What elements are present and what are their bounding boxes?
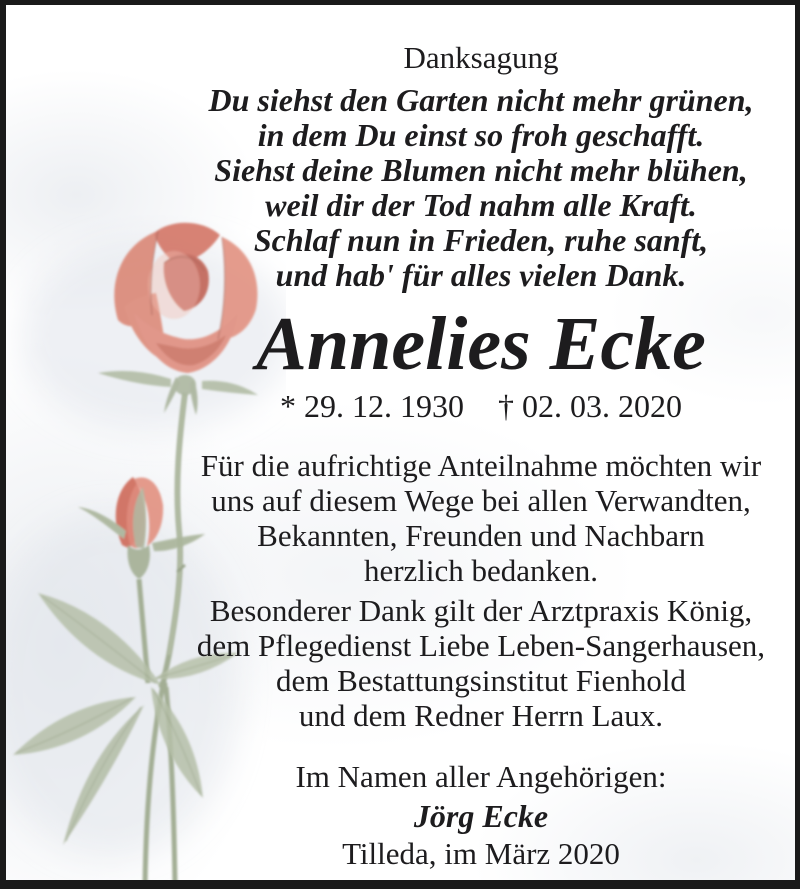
poem-line: weil dir der Tod nahm alle Kraft. [265, 187, 697, 223]
born-star-symbol: * [280, 388, 296, 424]
closing-line: Im Namen aller Angehörigen: [295, 759, 667, 794]
special-thanks-line: Besonderer Dank gilt der Arztpraxis König, [209, 593, 753, 628]
deceased-name: Annelies Ecke [256, 302, 706, 386]
death-date: 02. 03. 2020 [522, 388, 682, 424]
poem-line: und hab' für alles vielen Dank. [275, 257, 687, 293]
life-dates [156, 388, 800, 424]
thanks-line: Für die aufrichtige Anteilnahme möchten wir [200, 448, 762, 483]
poem-line: Du siehst den Garten nicht mehr grünen, [208, 82, 754, 118]
poem-line: in dem Du einst so froh geschafft. [257, 117, 705, 153]
special-thanks-line: dem Bestattungsinstitut Fienhold [276, 663, 686, 698]
notice-text-block [156, 5, 800, 871]
condolence-poem [156, 83, 800, 293]
thanks-line: Bekannten, Freunden und Nachbarn [257, 518, 705, 553]
birth-date: 29. 12. 1930 [304, 388, 464, 424]
notice-type-heading: Danksagung [403, 40, 559, 75]
special-thanks-line: dem Pflegedienst Liebe Leben-Sangerhausen, [196, 628, 766, 663]
place-and-date: Tilleda, im März 2020 [342, 836, 620, 871]
poem-line: Schlaf nun in Frieden, ruhe sanft, [253, 222, 709, 258]
poem-line: Siehst deine Blumen nicht mehr blühen, [214, 152, 748, 188]
thanks-line: uns auf diesem Wege bei allen Verwandten, [211, 483, 751, 518]
signatory-name: Jörg Ecke [413, 798, 549, 834]
birth-date-group [280, 388, 472, 424]
special-thanks-line: und dem Redner Herrn Laux. [298, 698, 664, 733]
special-thanks-paragraph [156, 593, 800, 733]
death-date-group [498, 388, 682, 424]
death-dagger-symbol: † [498, 388, 514, 424]
thanks-paragraph [156, 448, 800, 588]
thanks-line: herzlich bedanken. [363, 553, 599, 588]
